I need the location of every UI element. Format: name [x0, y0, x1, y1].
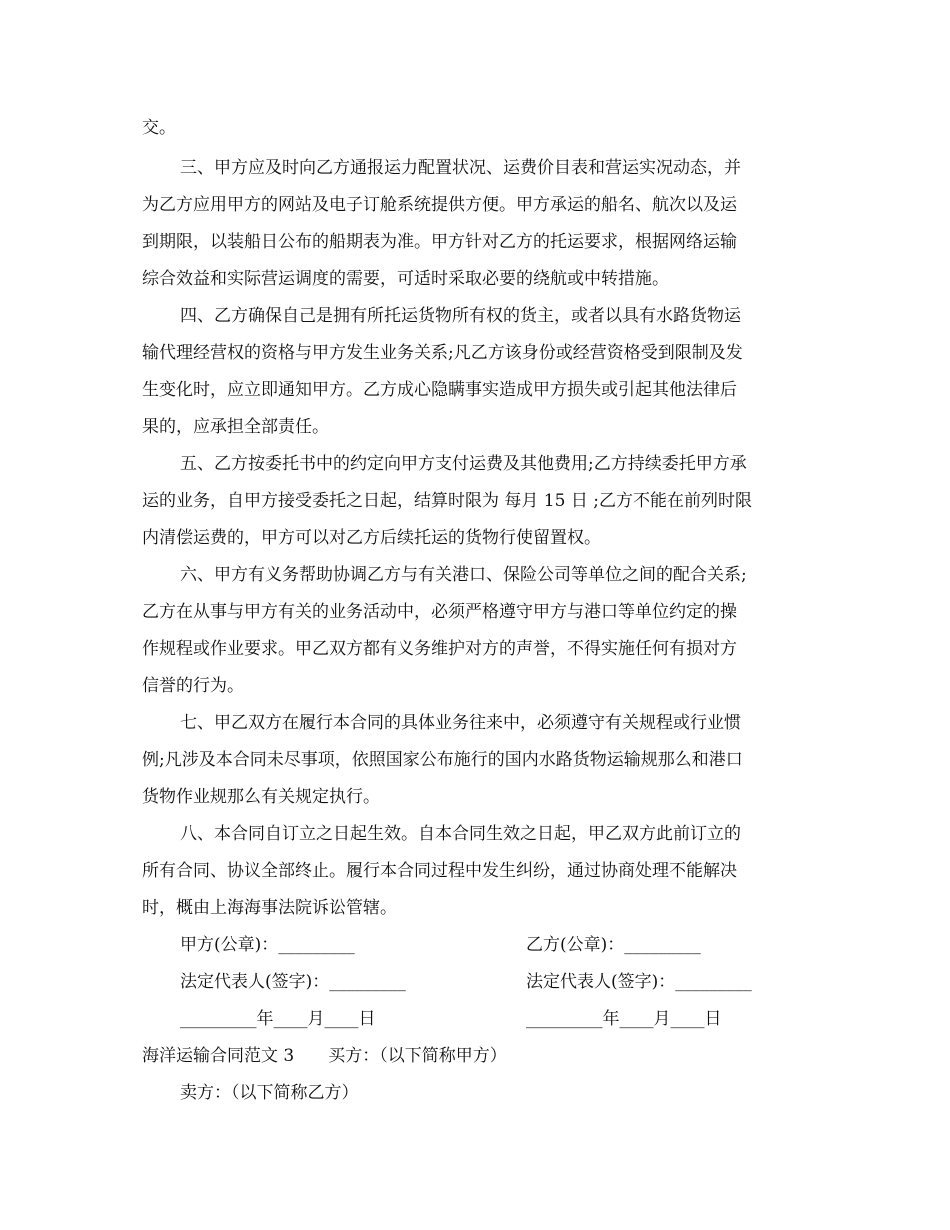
text-line: 交。 [142, 118, 176, 138]
party-a-seal-field: 甲方(公章)：_________ [180, 935, 355, 955]
text-line: 四、乙方确保自己是拥有所托运货物所有权的货主，或者以具有水路货物运 [180, 306, 741, 326]
text-line: 乙方在从事与甲方有关的业务活动中，必须严格遵守甲方与港口等单位约定的操 [142, 602, 737, 622]
text-line: 八、本合同自订立之日起生效。自本合同生效之日起，甲乙双方此前订立的 [180, 824, 741, 844]
party-b-seal-field: 乙方(公章)：_________ [526, 935, 701, 955]
text-line: 七、甲乙双方在履行本合同的具体业务往来中，必须遵守有关规程或行业惯 [180, 713, 741, 733]
text-line: 内清偿运费的，甲方可以对乙方后续托运的货物行使留置权。 [142, 528, 601, 548]
text-line: 三、甲方应及时向乙方通报运力配置状况、运费价目表和营运实况动态，并 [180, 158, 741, 178]
text-line: 果的，应承担全部责任。 [142, 417, 329, 437]
party-a-date-field: _________年____月____日 [180, 1009, 376, 1029]
text-line: 五、乙方按委托书中的约定向甲方支付运费及其他费用;乙方持续委托甲方承 [180, 454, 747, 474]
text-line: 时，概由上海海事法院诉讼管辖。 [142, 898, 397, 918]
text-line: 作规程或作业要求。甲乙双方都有义务维护对方的声誉，不得实施任何有损对方 [142, 639, 737, 659]
text-line: 生变化时，应立即通知甲方。乙方成心隐瞒事实造成甲方损失或引起其他法律后 [142, 380, 737, 400]
text-line: 所有合同、协议全部终止。履行本合同过程中发生纠纷，通过协商处理不能解决 [142, 861, 737, 881]
text-line: 六、甲方有义务帮助协调乙方与有关港口、保险公司等单位之间的配合关系; [180, 565, 747, 585]
text-line: 例;凡涉及本合同未尽事项，依照国家公布施行的国内水路货物运输规那么和港口 [142, 750, 743, 770]
text-line: 信誉的行为。 [142, 676, 244, 696]
next-contract-heading: 海洋运输合同范文 3 买方：（以下简称甲方） [142, 1046, 507, 1066]
text-line: 运的业务，自甲方接受委托之日起，结算时限为 每月 15 日 ;乙方不能在前列时限 [142, 491, 752, 511]
text-line: 输代理经营权的资格与甲方发生业务关系;凡乙方该身份或经营资格受到限制及发 [142, 343, 743, 363]
seller-line: 卖方：（以下简称乙方） [180, 1083, 359, 1103]
party-b-representative-field: 法定代表人(签字)：_________ [526, 972, 752, 992]
text-line: 综合效益和实际营运调度的需要，可适时采取必要的绕航或中转措施。 [142, 269, 669, 289]
text-line: 为乙方应用甲方的网站及电子订舱系统提供方便。甲方承运的船名、航次以及运 [142, 195, 737, 215]
text-line: 到期限，以装船日公布的船期表为准。甲方针对乙方的托运要求，根据网络运输 [142, 232, 737, 252]
party-a-representative-field: 法定代表人(签字)：_________ [180, 972, 406, 992]
party-b-date-field: _________年____月____日 [526, 1009, 722, 1029]
text-line: 货物作业规那么有关规定执行。 [142, 787, 380, 807]
